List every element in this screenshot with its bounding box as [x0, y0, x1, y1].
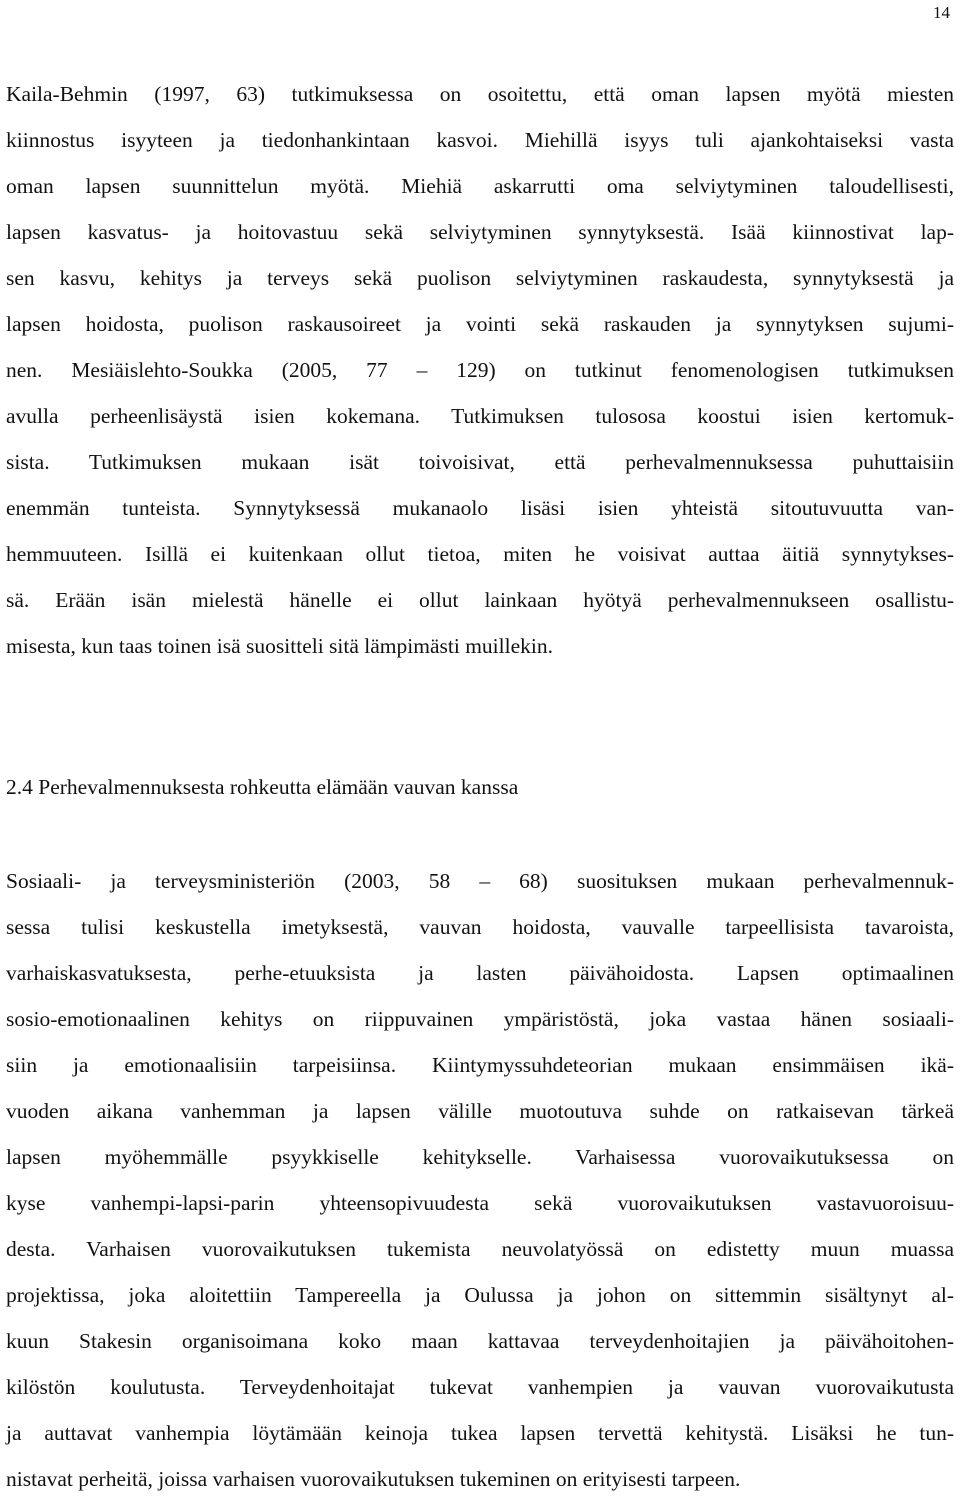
text-line: sista. Tutkimuksen mukaan isät toivoisivat, että perhevalmennuksessa puhuttaisiin — [6, 450, 954, 474]
text-line: hemmuuteen. Isillä ei kuitenkaan ollut tietoa, miten he voisivat auttaa äitiä synnytykses- — [6, 542, 954, 566]
section-heading: 2.4 Perhevalmennuksesta rohkeutta elämään vauvan kanssa — [6, 775, 519, 799]
text-line: oman lapsen suunnittelun myötä. Miehiä askarrutti oma selviytyminen taloudellisesti, — [6, 174, 954, 198]
text-line: ja auttavat vanhempia löytämään keinoja tukea lapsen tervettä kehitystä. Lisäksi he tun- — [6, 1421, 954, 1445]
text-line: kyse vanhempi-lapsi-parin yhteensopivuudesta sekä vuorovaikutuksen vastavuoroisuu- — [6, 1191, 954, 1215]
text-line: kuun Stakesin organisoimana koko maan kattavaa terveydenhoitajien ja päivähoitohen- — [6, 1329, 954, 1353]
text-line: sä. Erään isän mielestä hänelle ei ollut lainkaan hyötyä perhevalmennukseen osallistu- — [6, 588, 954, 612]
text-line: sessa tulisi keskustella imetyksestä, vauvan hoidosta, vauvalle tarpeellisista tavaroista, — [6, 915, 954, 939]
text-line: siin ja emotionaalisiin tarpeisiinsa. Kiintymyssuhdeteorian mukaan ensimmäisen ikä- — [6, 1053, 954, 1077]
text-line: lapsen myöhemmälle psyykkiselle kehitykselle. Varhaisessa vuorovaikutuksessa on — [6, 1145, 954, 1169]
text-line: Kaila-Behmin (1997, 63) tutkimuksessa on osoitettu, että oman lapsen myötä miesten — [6, 82, 954, 106]
text-line: sosio-emotionaalinen kehitys on riippuvainen ympäristöstä, joka vastaa hänen sosiaali- — [6, 1007, 954, 1031]
text-line: projektissa, joka aloitettiin Tampereella ja Oulussa ja johon on sittemmin sisältynyt al- — [6, 1283, 954, 1307]
text-line: misesta, kun taas toinen isä suositteli sitä lämpimästi muillekin. — [6, 634, 553, 658]
text-line: sen kasvu, kehitys ja terveys sekä puolison selviytyminen raskaudesta, synnytyksestä ja — [6, 266, 954, 290]
text-line: Sosiaali- ja terveysministeriön (2003, 58 – 68) suosituksen mukaan perhevalmennuk- — [6, 869, 954, 893]
text-line: avulla perheenlisäystä isien kokemana. Tutkimuksen tulososa koostui isien kertomuk- — [6, 404, 954, 428]
text-line: kilöstön koulutusta. Terveydenhoitajat tukevat vanhempien ja vauvan vuorovaikutusta — [6, 1375, 954, 1399]
text-line: nen. Mesiäislehto-Soukka (2005, 77 – 129) on tutkinut fenomenologisen tutkimuksen — [6, 358, 954, 382]
text-line: varhaiskasvatuksesta, perhe-etuuksista ja lasten päivähoidosta. Lapsen optimaalinen — [6, 961, 954, 985]
text-line: desta. Varhaisen vuorovaikutuksen tukemista neuvolatyössä on edistetty muun muassa — [6, 1237, 954, 1261]
text-line: nistavat perheitä, joissa varhaisen vuorovaikutuksen tukeminen on erityisesti tarpeen. — [6, 1467, 741, 1491]
text-line: lapsen hoidosta, puolison raskausoireet ja vointi sekä raskauden ja synnytyksen sujumi- — [6, 312, 954, 336]
text-line: lapsen kasvatus- ja hoitovastuu sekä selviytyminen synnytyksestä. Isää kiinnostivat lap- — [6, 220, 954, 244]
text-line: enemmän tunteista. Synnytyksessä mukanaolo lisäsi isien yhteistä sitoutuvuutta van- — [6, 496, 954, 520]
page-number: 14 — [933, 3, 950, 22]
text-line: kiinnostus isyyteen ja tiedonhankintaan kasvoi. Miehillä isyys tuli ajankohtaiseksi vasta — [6, 128, 954, 152]
text-line: vuoden aikana vanhemman ja lapsen välille muotoutuva suhde on ratkaisevan tärkeä — [6, 1099, 954, 1123]
